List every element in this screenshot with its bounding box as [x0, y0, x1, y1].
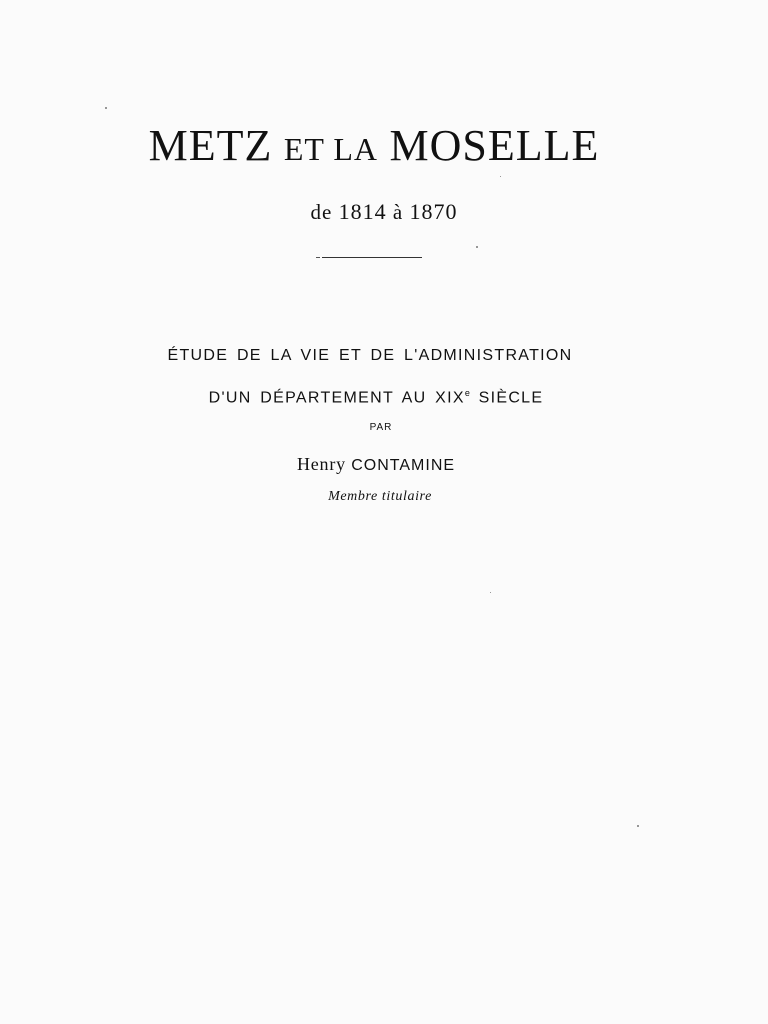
book-title	[0, 118, 758, 177]
title-et-la: ET LA	[283, 131, 379, 167]
title-moselle: MOSELLE	[389, 121, 600, 170]
dates-end: 1870	[409, 199, 458, 224]
dates-a: à	[392, 200, 404, 224]
paper-speck	[476, 246, 478, 248]
title-metz: METZ	[148, 121, 273, 170]
subtitle-line-2	[0, 382, 760, 409]
subtitle-line-1: ÉTUDE DE LA VIE ET DE L'ADMINISTRATION	[167, 347, 573, 364]
author-last-name: CONTAMINE	[351, 457, 456, 474]
paper-speck	[500, 176, 501, 177]
paper-speck	[105, 107, 107, 109]
subtitle-superscript: e	[464, 388, 470, 398]
dates-start: 1814	[338, 199, 387, 224]
subtitle-line-2-end: SIÈCLE	[469, 389, 544, 407]
title-divider	[322, 257, 422, 258]
author-role: Membre titulaire	[328, 489, 432, 504]
subtitle-line-2-main: D'UN DÉPARTEMENT AU XIX	[208, 389, 465, 407]
date-range	[0, 196, 768, 228]
dates-de: de	[310, 200, 333, 224]
author-first-name: Henry	[296, 454, 346, 474]
author-name	[0, 451, 760, 479]
paper-speck	[637, 825, 639, 827]
paper-speck	[490, 592, 491, 593]
par-label: PAR	[369, 422, 393, 433]
